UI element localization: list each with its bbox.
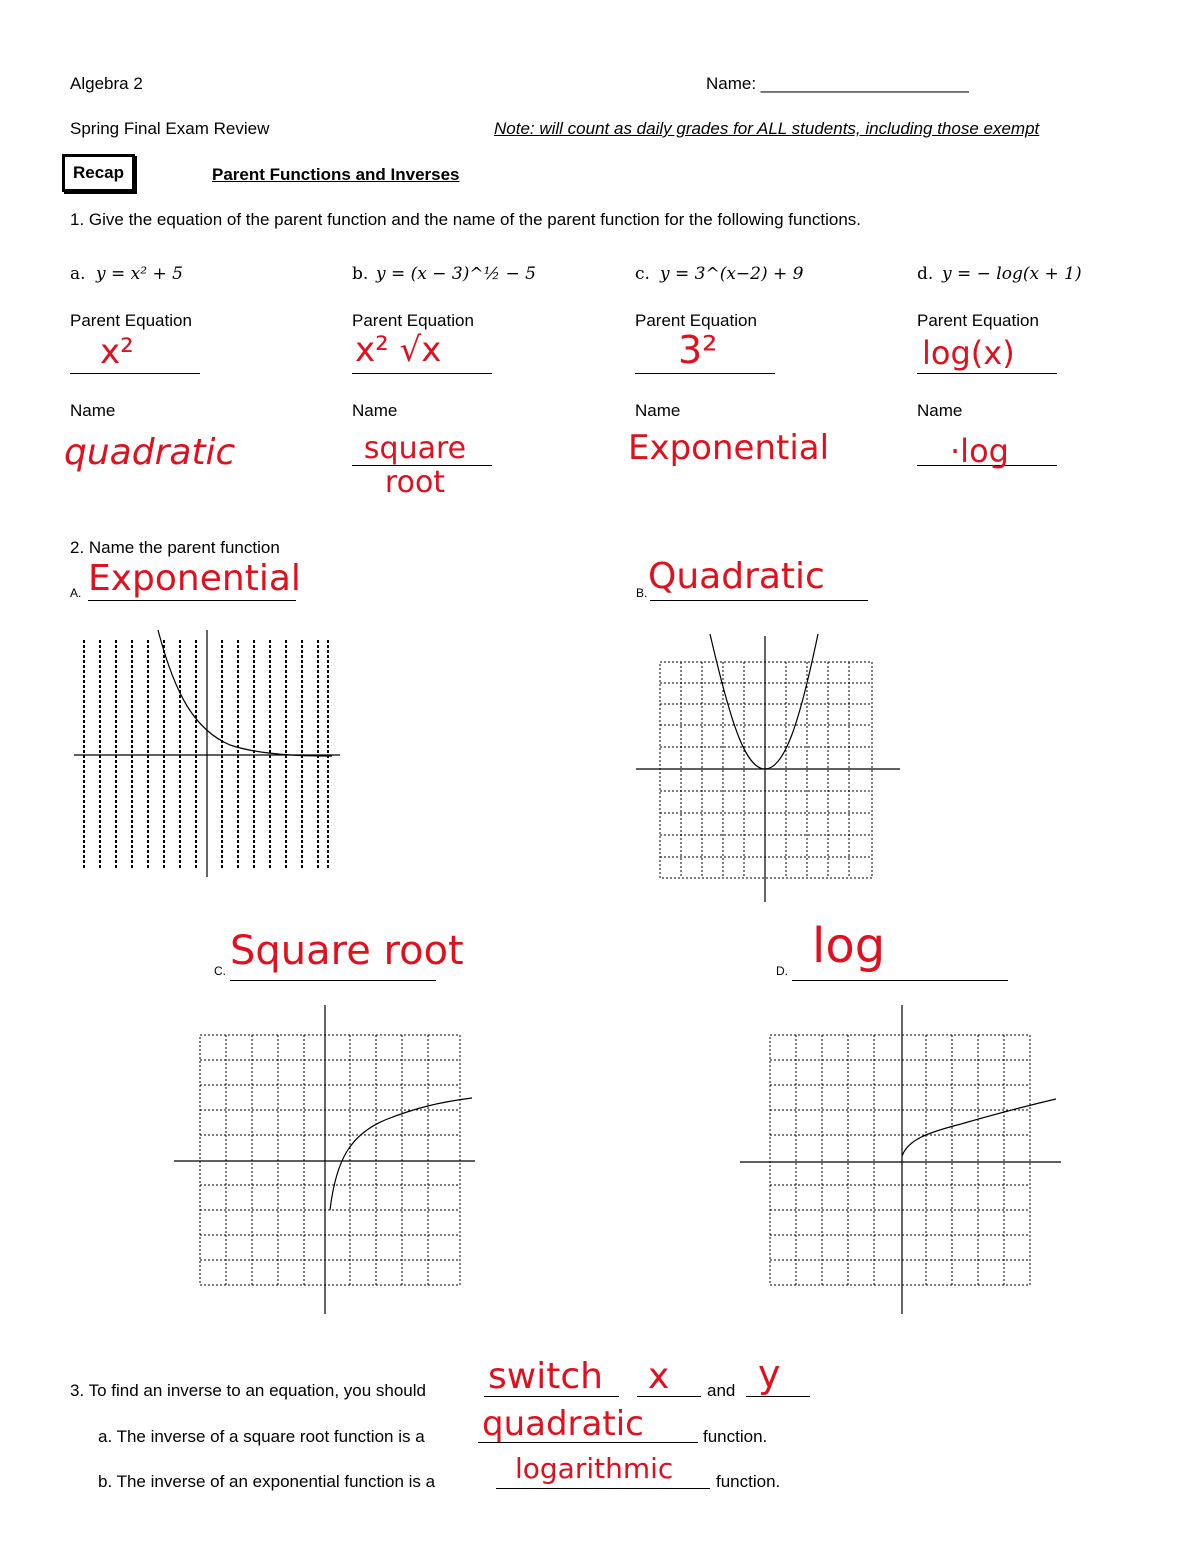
graph-b-quadratic: [630, 630, 910, 910]
graph-a-handwritten-answer: Exponential: [88, 558, 301, 599]
q1d-name-label: Name: [917, 401, 963, 420]
graph-b-handwritten-answer: Quadratic: [648, 556, 825, 597]
graph-d-handwritten-answer: log: [812, 918, 886, 974]
graph-b-letter: B.: [636, 586, 648, 600]
q1b-letter: b.: [352, 264, 369, 284]
q3a-handwritten-answer: quadratic: [482, 1404, 644, 1444]
q1c-equation-blank[interactable]: [635, 373, 775, 374]
q1c-handwritten-equation: 3²: [678, 328, 718, 372]
q3-handwritten-answer-2: x: [648, 1356, 670, 1397]
graph-c-blank[interactable]: [230, 980, 436, 981]
name-field-label: Name: ______________________: [706, 74, 969, 93]
q1a-equation: y = x² + 5: [96, 264, 183, 284]
q2-prompt: 2. Name the parent function: [70, 538, 280, 557]
q1a-handwritten-equation: x²: [100, 332, 134, 372]
q1a-letter: a.: [70, 264, 86, 284]
exam-subtitle: Spring Final Exam Review: [70, 119, 270, 138]
q1d-parent-equation-label: Parent Equation: [917, 311, 1039, 330]
course-title: Algebra 2: [70, 74, 143, 93]
q1d-equation: y = − log(x + 1): [942, 264, 1082, 284]
q1b-handwritten-name: square root: [363, 431, 467, 500]
recap-badge: Recap: [62, 154, 135, 192]
q1d-letter: d.: [917, 264, 934, 284]
note-text: Note: will count as daily grades for ALL students, including those exempt: [494, 119, 1040, 138]
q3-and-word: and: [707, 1381, 736, 1400]
q1a-handwritten-name: quadratic: [64, 432, 236, 473]
q3-blank-3[interactable]: [746, 1396, 810, 1397]
q1c-name-label: Name: [635, 401, 681, 420]
q1c-letter: c.: [635, 264, 650, 284]
q1a-equation-blank[interactable]: [70, 373, 200, 374]
q1c-parent-equation-label: Parent Equation: [635, 311, 757, 330]
q1a-name-label: Name: [70, 401, 116, 420]
q1-prompt: 1. Give the equation of the parent function and the name of the parent function for the following functions.: [70, 210, 862, 229]
q3b-prompt: b. The inverse of an exponential function is a: [98, 1472, 436, 1491]
graph-a-exponential: [70, 625, 345, 880]
q3a-function-word: function.: [703, 1427, 768, 1446]
q1b-equation: y = (x − 3)^½ − 5: [376, 264, 536, 284]
graph-c-handwritten-answer: Square root: [230, 928, 464, 974]
q1d-equation-blank[interactable]: [917, 373, 1057, 374]
q3b-function-word: function.: [716, 1472, 781, 1491]
graph-a-letter: A.: [70, 586, 82, 600]
q3a-prompt: a. The inverse of a square root function is a: [98, 1427, 425, 1446]
section-title: Parent Functions and Inverses: [212, 165, 460, 184]
graph-c-square-root: [170, 1000, 490, 1320]
q1d-handwritten-equation: log(x): [922, 334, 1015, 372]
q1a-parent-equation-label: Parent Equation: [70, 311, 192, 330]
q1d-handwritten-name: ·log: [950, 432, 1009, 470]
q3-handwritten-answer-3: y: [758, 1352, 781, 1396]
graph-d-logarithm: [736, 1000, 1072, 1320]
q3b-blank[interactable]: [496, 1488, 710, 1489]
q3-handwritten-answer-1: switch: [488, 1356, 603, 1397]
graph-d-letter: D.: [776, 964, 788, 978]
q1b-parent-equation-label: Parent Equation: [352, 311, 474, 330]
q1b-name-label: Name: [352, 401, 398, 420]
graph-a-blank[interactable]: [88, 600, 296, 601]
q3b-handwritten-answer: logarithmic: [515, 1452, 674, 1485]
q1b-equation-blank[interactable]: [352, 373, 492, 374]
graph-b-blank[interactable]: [650, 600, 868, 601]
q1b-handwritten-equation: x² √x: [355, 330, 442, 370]
graph-d-blank[interactable]: [792, 980, 1008, 981]
q1c-handwritten-name: Exponential: [628, 428, 830, 468]
graph-c-letter: C.: [214, 964, 226, 978]
q3-prompt: 3. To find an inverse to an equation, you should: [70, 1381, 426, 1400]
q1c-equation: y = 3^(x−2) + 9: [660, 264, 804, 284]
